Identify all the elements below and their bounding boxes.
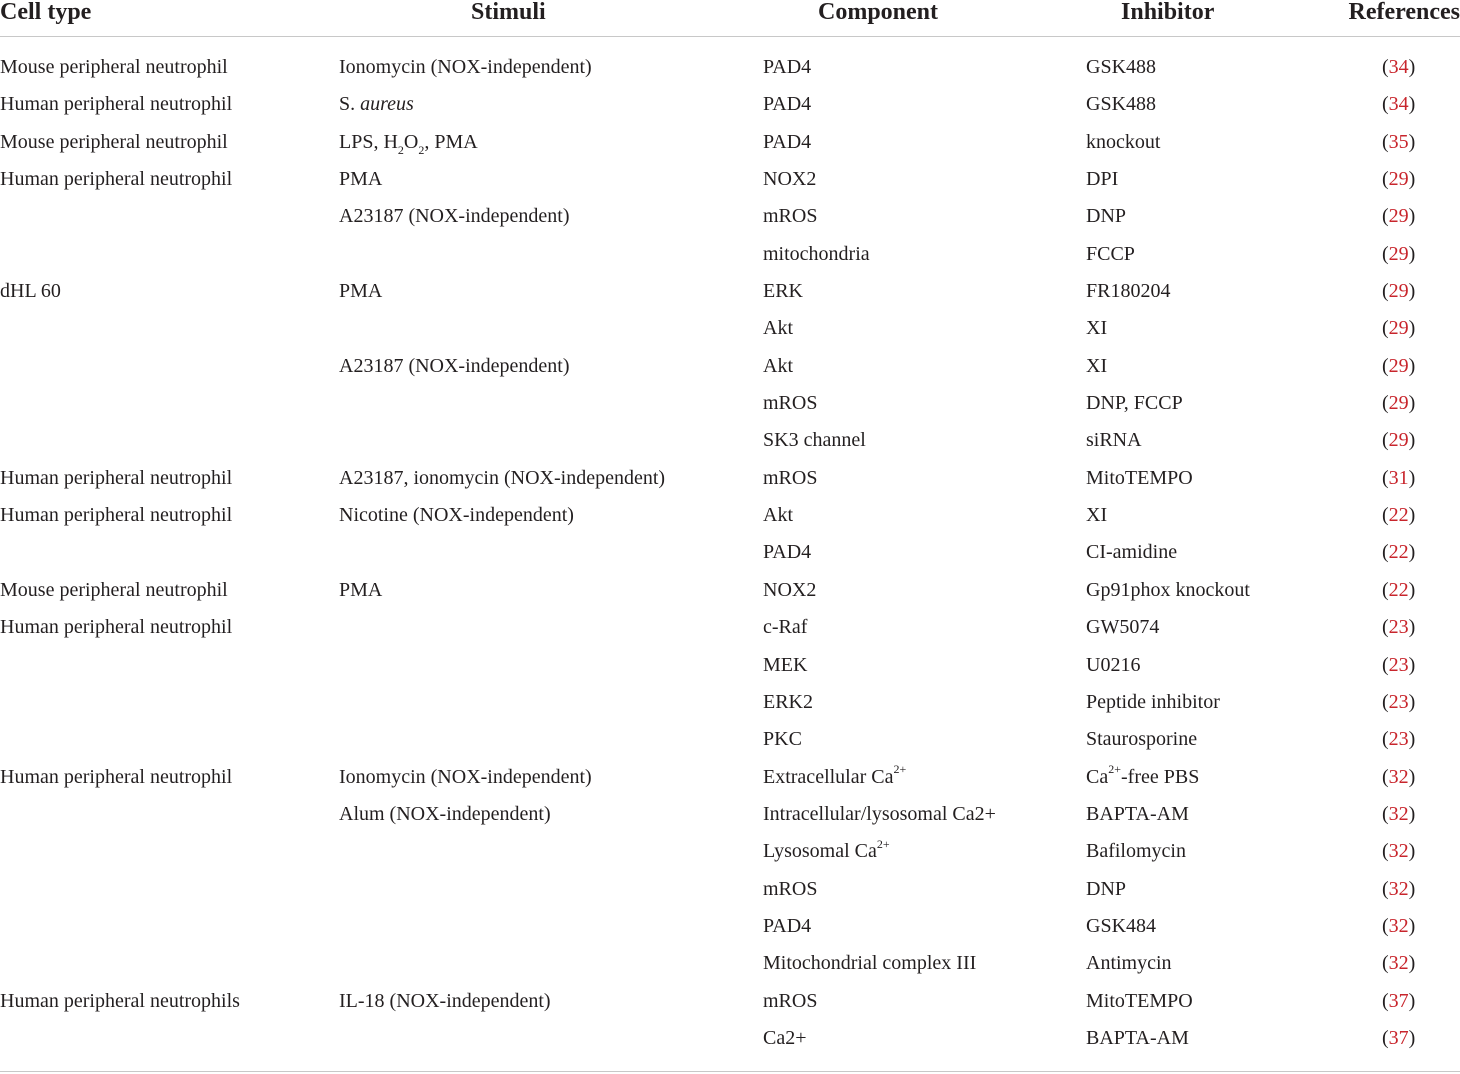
cell-type-value: Human peripheral neutrophil xyxy=(0,616,233,639)
reference-value: (32) xyxy=(1382,914,1416,937)
table-row xyxy=(0,945,1460,982)
table-row xyxy=(0,310,1460,347)
stimuli-value: Ionomycin (NOX-independent) xyxy=(339,765,592,788)
table-row xyxy=(0,647,1460,684)
reference-value: (29) xyxy=(1382,168,1416,191)
table-bottom-rule xyxy=(0,1071,1460,1072)
component-value: mROS xyxy=(763,989,818,1012)
cell-type-value: dHL 60 xyxy=(0,280,61,303)
component-value: NOX2 xyxy=(763,168,817,191)
table-row xyxy=(0,86,1460,123)
inhibitor-value: Peptide inhibitor xyxy=(1086,690,1220,713)
component-value: PAD4 xyxy=(763,914,812,937)
reference-link[interactable]: 32 xyxy=(1388,914,1409,937)
reference-value: (29) xyxy=(1382,317,1416,340)
inhibitor-value: DNP xyxy=(1086,205,1127,228)
table-row xyxy=(0,422,1460,459)
reference-link[interactable]: 22 xyxy=(1388,541,1409,564)
table-row xyxy=(0,273,1460,310)
stimuli-value: IL-18 (NOX-independent) xyxy=(339,989,551,1012)
reference-value: (35) xyxy=(1382,130,1416,153)
inhibitor-value: knockout xyxy=(1086,130,1161,153)
table-row xyxy=(0,908,1460,945)
component-value: Akt xyxy=(763,354,793,377)
component-value: PAD4 xyxy=(763,93,812,116)
stimuli-value: Alum (NOX-independent) xyxy=(339,802,551,825)
reference-link[interactable]: 37 xyxy=(1388,989,1409,1012)
component-value: Mitochondrial complex III xyxy=(763,952,977,975)
reference-link[interactable]: 23 xyxy=(1388,728,1409,751)
reference-value: (23) xyxy=(1382,690,1416,713)
reference-value: (29) xyxy=(1382,242,1416,265)
cell-type-value: Human peripheral neutrophils xyxy=(0,989,240,1012)
inhibitor-value: XI xyxy=(1086,504,1108,527)
stimuli-value: PMA xyxy=(339,280,383,303)
reference-link[interactable]: 32 xyxy=(1388,952,1409,975)
reference-link[interactable]: 23 xyxy=(1388,653,1409,676)
reference-value: (32) xyxy=(1382,802,1416,825)
table-row xyxy=(0,796,1460,833)
component-value: PAD4 xyxy=(763,56,812,78)
table-row xyxy=(0,1020,1460,1057)
component-value: ERK2 xyxy=(763,690,813,713)
reference-link[interactable]: 32 xyxy=(1388,802,1409,825)
table-row xyxy=(0,124,1460,161)
reference-value: (32) xyxy=(1382,765,1416,788)
reference-value: (23) xyxy=(1382,653,1416,676)
stimuli-value: A23187 (NOX-independent) xyxy=(339,205,570,228)
inhibitor-value: GSK488 xyxy=(1086,56,1157,78)
reference-link[interactable]: 29 xyxy=(1388,242,1409,265)
table-row xyxy=(0,497,1460,534)
reference-value: (29) xyxy=(1382,429,1416,452)
reference-link[interactable]: 29 xyxy=(1388,280,1409,303)
inhibitor-value: MitoTEMPO xyxy=(1086,989,1193,1012)
reference-value: (23) xyxy=(1382,728,1416,751)
component-value: Akt xyxy=(763,504,793,527)
reference-link[interactable]: 37 xyxy=(1388,1026,1409,1049)
reference-link[interactable]: 29 xyxy=(1388,317,1409,340)
table-row xyxy=(0,460,1460,497)
header-references: References xyxy=(1348,0,1460,25)
table-row xyxy=(0,385,1460,422)
table-row xyxy=(0,721,1460,758)
reference-link[interactable]: 32 xyxy=(1388,877,1409,900)
table-row xyxy=(0,983,1460,1020)
reference-value: (32) xyxy=(1382,952,1416,975)
table-body xyxy=(0,49,1460,1057)
component-value: PKC xyxy=(763,728,802,751)
inhibitor-value: DNP, FCCP xyxy=(1086,392,1183,415)
stimuli-value: PMA xyxy=(339,578,383,601)
inhibitor-value: Antimycin xyxy=(1086,952,1172,975)
component-value: NOX2 xyxy=(763,578,817,601)
header-cell-type: Cell type xyxy=(0,0,92,25)
reference-link[interactable]: 32 xyxy=(1388,765,1409,788)
reference-link[interactable]: 35 xyxy=(1388,130,1409,153)
reference-link[interactable]: 29 xyxy=(1388,205,1409,228)
inhibitor-value: XI xyxy=(1086,317,1108,340)
component-value: mitochondria xyxy=(763,242,870,265)
component-value: mROS xyxy=(763,877,818,900)
reference-value: (32) xyxy=(1382,840,1416,863)
table-row xyxy=(0,348,1460,385)
reference-value: (31) xyxy=(1382,466,1416,489)
reference-link[interactable]: 31 xyxy=(1388,466,1409,489)
cell-type-value: Human peripheral neutrophil xyxy=(0,93,233,116)
inhibitor-value: Bafilomycin xyxy=(1086,840,1186,863)
inhibitor-value: GSK484 xyxy=(1086,914,1157,937)
reference-value: (29) xyxy=(1382,354,1416,377)
reference-link[interactable]: 29 xyxy=(1388,392,1409,415)
component-value: Ca2+ xyxy=(763,1026,807,1049)
component-value: Extracellular $Ca^{2+}$ xyxy=(763,761,907,788)
inhibitor-value: FCCP xyxy=(1086,242,1135,265)
reference-link[interactable]: 34 xyxy=(1388,93,1409,116)
cell-type-value: Mouse peripheral neutrophil xyxy=(0,56,228,78)
stimuli-value: PMA xyxy=(339,168,383,191)
inhibitor-value: MitoTEMPO xyxy=(1086,466,1193,489)
reference-value: (29) xyxy=(1382,280,1416,303)
reference-value: (37) xyxy=(1382,1026,1416,1049)
stimuli-value: S. aureus xyxy=(339,93,414,116)
component-value: MEK xyxy=(763,653,808,676)
reference-link[interactable]: 29 xyxy=(1388,429,1409,452)
reference-link[interactable]: 22 xyxy=(1388,504,1409,527)
reference-link[interactable]: 23 xyxy=(1388,690,1409,713)
header-stimuli: Stimuli xyxy=(471,0,546,25)
cell-type-value: Human peripheral neutrophil xyxy=(0,765,233,788)
inhibitor-value: DPI xyxy=(1086,168,1119,191)
table-row xyxy=(0,198,1460,235)
stimuli-value: A23187 (NOX-independent) xyxy=(339,354,570,377)
reference-link[interactable]: 29 xyxy=(1388,168,1409,191)
component-value: PAD4 xyxy=(763,541,812,564)
reference-link[interactable]: 32 xyxy=(1388,840,1409,863)
reference-value: (29) xyxy=(1382,205,1416,228)
reference-link[interactable]: 34 xyxy=(1388,56,1409,78)
reference-link[interactable]: 23 xyxy=(1388,616,1409,639)
table-row xyxy=(0,572,1460,609)
table-row xyxy=(0,684,1460,721)
reference-value: (23) xyxy=(1382,616,1416,639)
table-row xyxy=(0,161,1460,198)
cell-type-value: Human peripheral neutrophil xyxy=(0,168,233,191)
header-inhibitor: Inhibitor xyxy=(1121,0,1215,25)
reference-value: (22) xyxy=(1382,578,1416,601)
inhibitor-value: $Ca^{2+}$-free PBS xyxy=(1086,761,1200,788)
cell-type-value: Human peripheral neutrophil xyxy=(0,504,233,527)
component-value: c-Raf xyxy=(763,616,808,639)
inhibitor-value: XI xyxy=(1086,354,1108,377)
reference-value: (34) xyxy=(1382,56,1416,78)
reference-value: (29) xyxy=(1382,392,1416,415)
stimuli-value: Nicotine (NOX-independent) xyxy=(339,504,574,527)
component-value: Akt xyxy=(763,317,793,340)
table-row xyxy=(0,871,1460,908)
component-value: Lysosomal $Ca^{2+}$ xyxy=(763,836,890,863)
inhibitor-value: FR180204 xyxy=(1086,280,1171,303)
cell-type-value: Mouse peripheral neutrophil xyxy=(0,578,228,601)
inhibitor-value: GSK488 xyxy=(1086,93,1157,116)
table-row xyxy=(0,759,1460,796)
reference-link[interactable]: 29 xyxy=(1388,354,1409,377)
inhibitor-value: DNP xyxy=(1086,877,1127,900)
inhibitor-value: CI-amidine xyxy=(1086,541,1178,564)
cell-type-value: Mouse peripheral neutrophil xyxy=(0,130,228,153)
table-row xyxy=(0,49,1460,86)
component-value: Intracellular/lysosomal Ca2+ xyxy=(763,802,996,825)
stimuli-value: Ionomycin (NOX-independent) xyxy=(339,56,592,78)
stimuli-value: A23187, ionomycin (NOX-independent) xyxy=(339,466,666,489)
inhibitor-value: U0216 xyxy=(1086,653,1141,676)
component-value: ERK xyxy=(763,280,803,303)
component-value: SK3 channel xyxy=(763,429,866,452)
reference-value: (34) xyxy=(1382,93,1416,116)
cell-type-value: Human peripheral neutrophil xyxy=(0,466,233,489)
inhibitor-value: GW5074 xyxy=(1086,616,1160,639)
reference-value: (22) xyxy=(1382,541,1416,564)
reference-value: (32) xyxy=(1382,877,1416,900)
component-value: PAD4 xyxy=(763,130,812,153)
inhibitor-value: Gp91phox knockout xyxy=(1086,578,1250,601)
inhibitor-value: BAPTA-AM xyxy=(1086,802,1189,825)
reference-link[interactable]: 22 xyxy=(1388,578,1409,601)
component-value: mROS xyxy=(763,205,818,228)
table-header xyxy=(0,0,1460,37)
table-row xyxy=(0,609,1460,646)
component-value: mROS xyxy=(763,466,818,489)
header-component: Component xyxy=(818,0,939,25)
component-value: mROS xyxy=(763,392,818,415)
inhibitor-value: siRNA xyxy=(1086,429,1142,452)
reference-value: (22) xyxy=(1382,504,1416,527)
stimuli-value: LPS, $H_2O_2$, PMA xyxy=(339,130,478,157)
inhibitor-value: BAPTA-AM xyxy=(1086,1026,1189,1049)
table-row xyxy=(0,236,1460,273)
table-row xyxy=(0,534,1460,571)
table-row xyxy=(0,833,1460,870)
reference-value: (37) xyxy=(1382,989,1416,1012)
inhibitor-value: Staurosporine xyxy=(1086,728,1198,751)
